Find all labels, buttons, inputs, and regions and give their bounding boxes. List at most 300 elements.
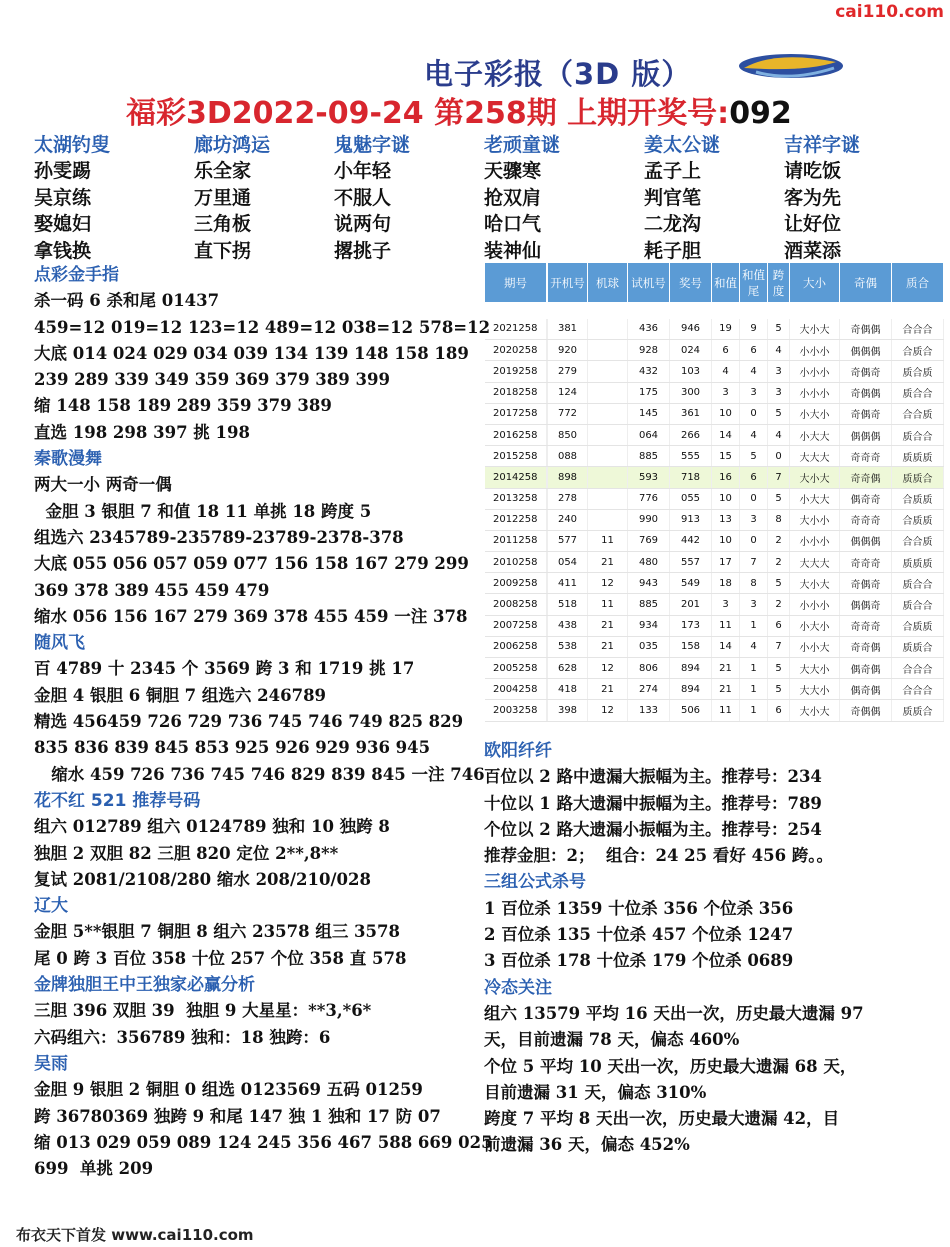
table-cell: 小大大 [790,488,840,509]
table-row [485,615,944,636]
table-cell: 885 [628,594,670,615]
table-cell: 2012258 [485,509,547,530]
table-cell: 小大小 [790,615,840,636]
table-cell: 2018258 [485,382,547,403]
table-cell: 2006258 [485,636,547,657]
table-cell: 4 [768,340,790,361]
riddle-cell: 天骤寒 [484,160,542,183]
riddle-cell: 二龙沟 [644,213,702,236]
table-cell: 3 [740,594,768,615]
table-cell: 1 [740,615,768,636]
table-cell: 055 [670,488,712,509]
table-cell: 381 [548,319,588,340]
section-line: 699 单挑 209 [34,1159,154,1179]
riddle-cell: 客为先 [784,186,842,209]
table-cell: 奇偶偶 [840,700,892,721]
riddle-cell: 三角板 [194,213,252,236]
table-cell: 19 [712,319,740,340]
table-cell: 577 [548,530,588,551]
table-cell: 054 [548,552,588,573]
section-line: 个位以 2 路大遗漏小振幅为主。推荐号：254 [484,819,822,839]
table-cell [588,488,628,509]
table-cell: 898 [548,467,588,488]
table-cell: 3 [740,509,768,530]
table-cell: 0 [740,530,768,551]
section-line: 1 百位杀 1359 十位杀 356 个位杀 356 [484,898,794,918]
section-line: 精选 456459 726 729 736 745 746 749 825 829 [34,712,464,732]
section-line: 个位 5 平均 10 天出一次，历史最大遗漏 68 天， [484,1056,857,1076]
table-cell: 088 [548,446,588,467]
table-row [485,446,944,467]
table-cell: 279 [548,361,588,382]
section-title: 冷态关注 [484,977,552,998]
section-line: 金胆 4 银胆 6 铜胆 7 组选六 246789 [34,685,327,705]
table-cell: 361 [670,403,712,424]
riddle-cell: 孟子上 [644,160,702,183]
section-line: 835 836 839 845 853 925 926 929 936 945 [34,738,431,758]
table-cell: 14 [712,636,740,657]
table-cell: 5 [768,573,790,594]
table-cell: 124 [548,382,588,403]
table-cell: 质合质 [892,361,944,382]
table-cell: 024 [670,340,712,361]
riddle-cell: 不服人 [334,186,392,209]
table-cell: 18 [712,573,740,594]
section-line: 缩 148 158 189 289 359 379 389 [34,396,332,416]
section-line: 前遗漏 36 天，偏态 452% [484,1135,690,1155]
table-row [485,573,944,594]
riddle-cell: 孙雯踢 [34,160,92,183]
table-row [485,361,944,382]
table-cell [588,319,628,340]
table-cell: 518 [548,594,588,615]
table-cell: 10 [712,403,740,424]
table-cell: 2 [768,530,790,551]
table-cell: 4 [740,424,768,445]
table-cell: 质合合 [892,424,944,445]
table-cell: 6 [768,700,790,721]
table-cell: 274 [628,679,670,700]
table-cell: 21 [588,615,628,636]
section-line: 三胆 396 双胆 39 独胆 9 大星星：**3,*6* [34,1001,372,1021]
table-cell: 2020258 [485,340,547,361]
section-title: 辽大 [34,896,68,917]
table-cell: 16 [712,467,740,488]
table-cell: 21 [588,552,628,573]
section-line: 跨度 7 平均 8 天出一次，历史最大遗漏 42，目 [484,1109,840,1129]
table-cell: 946 [670,319,712,340]
section-line: 直选 198 298 397 挑 198 [34,422,250,442]
table-cell: 大大大 [790,552,840,573]
riddle-header: 鬼魅字谜 [334,133,411,156]
table-cell [588,382,628,403]
table-cell: 8 [768,509,790,530]
table-cell: 小大小 [790,403,840,424]
section-line: 百位以 2 路中遗漏大振幅为主。推荐号：234 [484,767,822,787]
table-cell: 奇偶奇 [840,403,892,424]
table-cell: 合质质 [892,488,944,509]
table-row [485,700,944,721]
section-title: 秦歌漫舞 [34,449,102,470]
table-cell: 21 [712,658,740,679]
table-cell: 4 [768,424,790,445]
table-cell: 506 [670,700,712,721]
table-cell: 大大小 [790,679,840,700]
table-cell: 436 [628,319,670,340]
table-cell: 0 [740,403,768,424]
riddle-header: 太湖钓叟 [34,133,111,156]
riddle-cell: 装神仙 [484,239,542,262]
table-row [485,488,944,509]
table-cell: 2011258 [485,530,547,551]
table-cell: 7 [768,636,790,657]
table-cell [588,424,628,445]
riddle-cell: 乐全家 [194,160,252,183]
table-cell: 大小大 [790,319,840,340]
table-cell: 偶奇偶 [840,658,892,679]
table-cell: 质合合 [892,573,944,594]
section-line: 3 百位杀 178 十位杀 179 个位杀 0689 [484,951,794,971]
table-cell: 奇偶奇 [840,573,892,594]
table-cell: 质合合 [892,594,944,615]
table-cell: 7 [768,467,790,488]
table-cell: 2005258 [485,658,547,679]
table-cell: 6 [768,615,790,636]
table-cell: 201 [670,594,712,615]
table-cell: 21 [588,636,628,657]
table-cell: 850 [548,424,588,445]
table-cell: 21 [588,679,628,700]
table-cell: 418 [548,679,588,700]
table-cell: 278 [548,488,588,509]
table-cell: 12 [588,658,628,679]
table-cell: 2008258 [485,594,547,615]
table-cell: 大大大 [790,446,840,467]
table-cell: 大大小 [790,658,840,679]
table-cell: 2014258 [485,467,547,488]
table-cell: 2019258 [485,361,547,382]
table-cell: 6 [740,340,768,361]
section-line: 两大一小 两奇一偶 [34,475,172,495]
table-cell: 913 [670,509,712,530]
table-cell: 合质质 [892,615,944,636]
table-cell: 103 [670,361,712,382]
section-title: 花不红 521 推荐号码 [34,790,201,811]
table-cell: 质合合 [892,382,944,403]
section-title: 随风飞 [34,633,85,654]
table-cell: 12 [588,700,628,721]
table-cell: 2 [768,552,790,573]
table-cell [588,509,628,530]
table-cell: 偶偶偶 [840,424,892,445]
table-cell: 943 [628,573,670,594]
table-cell: 628 [548,658,588,679]
riddle-cell: 说两句 [334,213,392,236]
table-cell: 928 [628,340,670,361]
section-line: 459=12 019=12 123=12 489=12 038=12 578=12 [34,317,491,337]
section-line: 天，目前遗漏 78 天，偏态 460% [484,1030,740,1050]
table-cell: 大小大 [790,573,840,594]
table-cell: 合质合 [892,340,944,361]
table-cell: 442 [670,530,712,551]
table-cell: 合合合 [892,679,944,700]
table-cell: 300 [670,382,712,403]
table-cell: 2007258 [485,615,547,636]
table-cell: 3 [768,361,790,382]
section-line: 2 百位杀 135 十位杀 457 个位杀 1247 [484,925,794,945]
section-line: 组六 012789 组六 0124789 独和 10 独跨 8 [34,817,390,837]
table-cell: 0 [740,488,768,509]
table-cell: 2013258 [485,488,547,509]
table-row [485,403,944,424]
riddle-row [34,210,886,237]
table-cell: 3 [768,382,790,403]
table-row [485,319,944,340]
table-cell: 6 [712,340,740,361]
table-cell: 8 [740,573,768,594]
riddle-cell: 请吃饭 [784,160,842,183]
table-cell: 11 [588,594,628,615]
table-cell: 5 [768,658,790,679]
table-row [485,658,944,679]
right-column [484,738,924,1159]
table-header: 质合 [892,263,944,303]
table-cell: 2004258 [485,679,547,700]
table-cell: 奇偶偶 [840,319,892,340]
section-line: 杀一码 6 杀和尾 01437 [34,291,220,311]
table-cell: 3 [712,594,740,615]
table-cell [588,403,628,424]
last-draw-number: 092 [729,96,792,131]
table-cell: 偶偶偶 [840,530,892,551]
table-cell: 990 [628,509,670,530]
table-cell: 6 [740,467,768,488]
section-line: 组选六 2345789-235789-23789-2378-378 [34,527,404,547]
table-cell: 1 [740,700,768,721]
section-line: 239 289 339 349 359 369 379 389 399 [34,370,390,390]
table-row [485,424,944,445]
table-header: 试机号 [628,263,670,303]
footer-credit: 布衣天下首发 www.cai110.com [16,1226,254,1244]
table-cell: 大小大 [790,700,840,721]
table-header: 和值尾 [740,263,768,303]
table-cell [588,446,628,467]
table-cell: 奇奇偶 [840,636,892,657]
table-row [485,340,944,361]
table-cell: 2017258 [485,403,547,424]
table-cell: 合合质 [892,530,944,551]
table-cell: 奇偶奇 [840,361,892,382]
riddle-cell: 直下拐 [194,239,252,262]
table-cell: 5 [768,488,790,509]
riddle-cell: 抢双肩 [484,186,542,209]
riddle-header: 老顽童谜 [484,133,561,156]
table-cell: 5 [768,319,790,340]
table-cell: 合合质 [892,403,944,424]
table-cell: 064 [628,424,670,445]
table-cell: 557 [670,552,712,573]
table-cell [588,467,628,488]
table-cell: 质质质 [892,552,944,573]
table-cell: 432 [628,361,670,382]
logo-icon [736,42,846,86]
issue-headline [126,88,792,132]
table-cell: 合合合 [892,658,944,679]
table-cell: 小小小 [790,340,840,361]
table-cell: 质质合 [892,467,944,488]
table-row [485,467,944,488]
table-cell: 593 [628,467,670,488]
table-cell: 173 [670,615,712,636]
table-cell: 438 [548,615,588,636]
table-cell: 奇奇奇 [840,552,892,573]
table-cell: 2009258 [485,573,547,594]
table-cell: 质质质 [892,446,944,467]
section-line: 缩水 056 156 167 279 369 378 455 459 一注 378 [34,606,468,626]
table-cell: 538 [548,636,588,657]
table-cell: 2015258 [485,446,547,467]
table-cell: 11 [712,700,740,721]
table-cell: 11 [712,615,740,636]
riddle-cell: 哈口气 [484,213,542,236]
table-cell: 894 [670,679,712,700]
table-cell: 2021258 [485,319,547,340]
table-header: 和值 [712,263,740,303]
riddle-cell: 耗子胆 [644,239,702,262]
table-cell: 偶奇奇 [840,488,892,509]
table-header: 奇偶 [840,263,892,303]
table-cell: 266 [670,424,712,445]
riddle-cell: 拿钱换 [34,239,92,262]
section-line: 十位以 1 路大遗漏中振幅为主。推荐号：789 [484,793,822,813]
table-cell: 718 [670,467,712,488]
table-cell: 偶偶偶 [840,340,892,361]
table-cell: 885 [628,446,670,467]
table-cell: 合合合 [892,319,944,340]
page-title: 电子彩报（3D 版） [424,57,692,91]
table-cell: 1 [740,679,768,700]
riddle-header-row [34,130,886,157]
riddle-row [34,236,886,263]
section-title: 欧阳纤纤 [484,741,552,761]
table-cell: 772 [548,403,588,424]
headline-prefix: 福彩3D2022-09-24 第258期 上期开奖号: [126,96,730,131]
table-cell: 240 [548,509,588,530]
section-line: 百 4789 十 2345 个 3569 跨 3 和 1719 挑 17 [34,659,415,679]
table-row [485,594,944,615]
table-cell [588,361,628,382]
section-line: 目前遗漏 31 天，偏态 310% [484,1082,707,1102]
table-cell: 035 [628,636,670,657]
section-line: 组六 13579 平均 16 天出一次，历史最大遗漏 97 [484,1003,864,1023]
section-line: 独胆 2 双胆 82 三胆 820 定位 2**,8** [34,843,339,863]
section-line: 金胆 5**银胆 7 铜胆 8 组六 23578 组三 3578 [34,922,400,942]
section-title: 金牌独胆王中王独家必赢分析 [34,975,255,996]
riddle-row [34,157,886,184]
table-cell: 5 [768,403,790,424]
table-cell: 175 [628,382,670,403]
table-cell: 2010258 [485,552,547,573]
section-line: 推荐金胆：2； 组合：24 25 看好 456 跨。。 [484,846,834,866]
section-line: 金胆 3 银胆 7 和值 18 11 单挑 18 跨度 5 [34,501,372,521]
table-header: 大小 [790,263,840,303]
table-cell: 13 [712,509,740,530]
table-cell: 133 [628,700,670,721]
table-cell: 398 [548,700,588,721]
riddle-cell: 让好位 [784,213,842,236]
section-line: 跨 36780369 独跨 9 和尾 147 独 1 独和 17 防 07 [34,1106,441,1126]
table-cell: 4 [740,636,768,657]
table-row [485,509,944,530]
riddle-header: 姜太公谜 [644,133,721,156]
table-cell: 大小小 [790,509,840,530]
table-cell: 934 [628,615,670,636]
table-cell: 1 [740,658,768,679]
section-title: 吴雨 [34,1053,68,1074]
table-header: 机球 [588,263,628,303]
table-cell: 奇奇奇 [840,615,892,636]
section-line: 大底 014 024 029 034 039 134 139 148 158 189 [34,343,469,363]
table-cell: 806 [628,658,670,679]
section-line: 缩水 459 726 736 745 746 829 839 845 一注 746 [34,764,485,784]
table-cell: 10 [712,488,740,509]
table-cell: 158 [670,636,712,657]
section-title: 三组公式杀号 [484,872,586,893]
riddle-cell: 小年轻 [334,160,392,183]
riddle-cell: 娶媳妇 [34,213,92,236]
table-header: 开机号 [548,263,588,303]
table-cell: 2016258 [485,424,547,445]
table-cell: 776 [628,488,670,509]
table-row [485,636,944,657]
table-cell: 奇奇奇 [840,509,892,530]
table-cell: 小小大 [790,636,840,657]
section-line: 复试 2081/2108/280 缩水 208/210/028 [34,869,371,889]
table-cell: 894 [670,658,712,679]
table-header: 奖号 [670,263,712,303]
table-cell: 769 [628,530,670,551]
table-cell: 411 [548,573,588,594]
table-cell: 质质合 [892,636,944,657]
table-cell: 2003258 [485,700,547,721]
table-cell: 549 [670,573,712,594]
table-cell: 奇奇偶 [840,467,892,488]
table-cell: 14 [712,424,740,445]
table-cell: 小大大 [790,424,840,445]
table-cell: 2 [768,594,790,615]
table-cell: 小小小 [790,594,840,615]
section-line: 尾 0 跨 3 百位 358 十位 257 个位 358 直 578 [34,948,407,968]
table-cell: 合质质 [892,509,944,530]
table-cell: 145 [628,403,670,424]
table-cell: 大小大 [790,467,840,488]
table-row [485,530,944,551]
table-cell: 质质合 [892,700,944,721]
section-line: 六码组六：356789 独和：18 独跨：6 [34,1027,331,1047]
riddle-row [34,183,886,210]
table-header: 期号 [485,263,547,303]
table-cell: 小小小 [790,382,840,403]
section-line: 缩 013 029 059 089 124 245 356 467 588 669 025 [34,1132,493,1152]
table-cell: 奇偶偶 [840,382,892,403]
table-row [485,679,944,700]
table-cell: 小小小 [790,530,840,551]
riddle-cell: 万里通 [194,186,252,209]
riddle-cell: 判官笔 [644,186,702,209]
table-cell: 10 [712,530,740,551]
table-cell: 17 [712,552,740,573]
table-cell: 偶偶奇 [840,594,892,615]
